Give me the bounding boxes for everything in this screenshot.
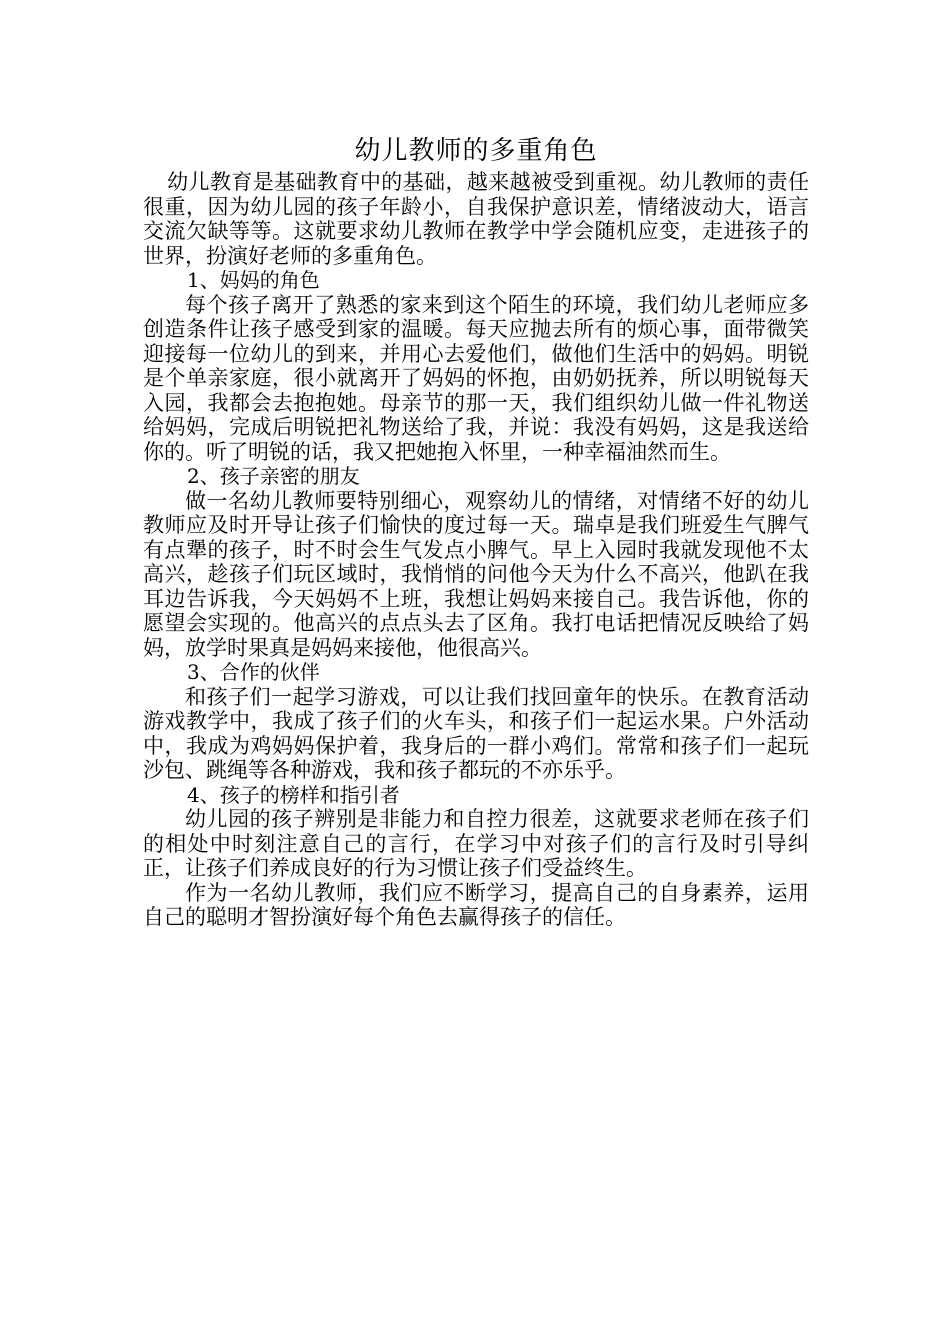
- section-heading: 2、孩子亲密的朋友: [187, 464, 360, 488]
- section-close-friend: [143, 464, 809, 660]
- document-title: 幼儿教师的多重角色: [354, 136, 598, 166]
- section-role-model: [143, 783, 809, 881]
- section-heading: 4、孩子的榜样和指引者: [187, 782, 400, 807]
- section-heading: 3、合作的伙伴: [187, 660, 320, 684]
- section-paragraph: 每个孩子离开了熟悉的家来到这个陌生的环境，我们幼儿老师应多创造条件让孩子感受到家的温暖。每天应抛去所有的烦心事，面带微笑迎接每一位幼儿的到来，并用心去爱他们，做他们生活中的妈妈。明锐是个单亲家庭，很小就离开了妈妈的怀抱，由奶奶抚养，所以明锐每天入园，我都会去抱抱她。母亲节的那一天，我们组织幼儿做一件礼物送给妈妈，完成后明锐把礼物送给了我，并说：我没有妈妈，这是我送给你的。听了明锐的话，我又把她抱入怀里，一种幸福油然而生。: [143, 292, 809, 464]
- section-mother-role: [143, 268, 809, 464]
- section-paragraph: 幼儿园的孩子辨别是非能力和自控力很差，这就要求老师在孩子们的相处中时刻注意自己的言行，在学习中对孩子们的言行及时引导纠正，让孩子们养成良好的行为习惯让孩子们受益终生。: [143, 807, 809, 880]
- conclusion-paragraph: 作为一名幼儿教师，我们应不断学习，提高自己的自身素养，运用自己的聪明才智扮演好每个角色去赢得孩子的信任。: [143, 880, 809, 929]
- document-content: [143, 132, 809, 930]
- intro-paragraph: 幼儿教育是基础教育中的基础，越来越被受到重视。幼儿教师的责任很重，因为幼儿园的孩子年龄小，自我保护意识差，情绪波动大，语言交流欠缺等等。这就要求幼儿教师在教学中学会随机应变，走进孩子的世界，扮演好老师的多重角色。: [143, 170, 809, 268]
- section-partner: [143, 660, 809, 783]
- section-heading: 1、妈妈的角色: [187, 268, 320, 292]
- section-paragraph: 做一名幼儿教师要特别细心，观察幼儿的情绪，对情绪不好的幼儿教师应及时开导让孩子们愉快的度过每一天。瑞卓是我们班爱生气脾气有点犟的孩子，时不时会生气发点小脾气。早上入园时我就发现他不太高兴，趁孩子们玩区域时，我悄悄的问他今天为什么不高兴，他趴在我耳边告诉我，今天妈妈不上班，我想让妈妈来接自己。我告诉他，你的愿望会实现的。他高兴的点点头去了区角。我打电话把情况反映给了妈妈，放学时果真是妈妈来接他，他很高兴。: [143, 488, 809, 660]
- section-paragraph: 和孩子们一起学习游戏，可以让我们找回童年的快乐。在教育活动游戏教学中，我成了孩子们的火车头，和孩子们一起运水果。户外活动中，我成为鸡妈妈保护着，我身后的一群小鸡们。常常和孩子们一起玩沙包、跳绳等各种游戏，我和孩子都玩的不亦乐乎。: [143, 684, 809, 782]
